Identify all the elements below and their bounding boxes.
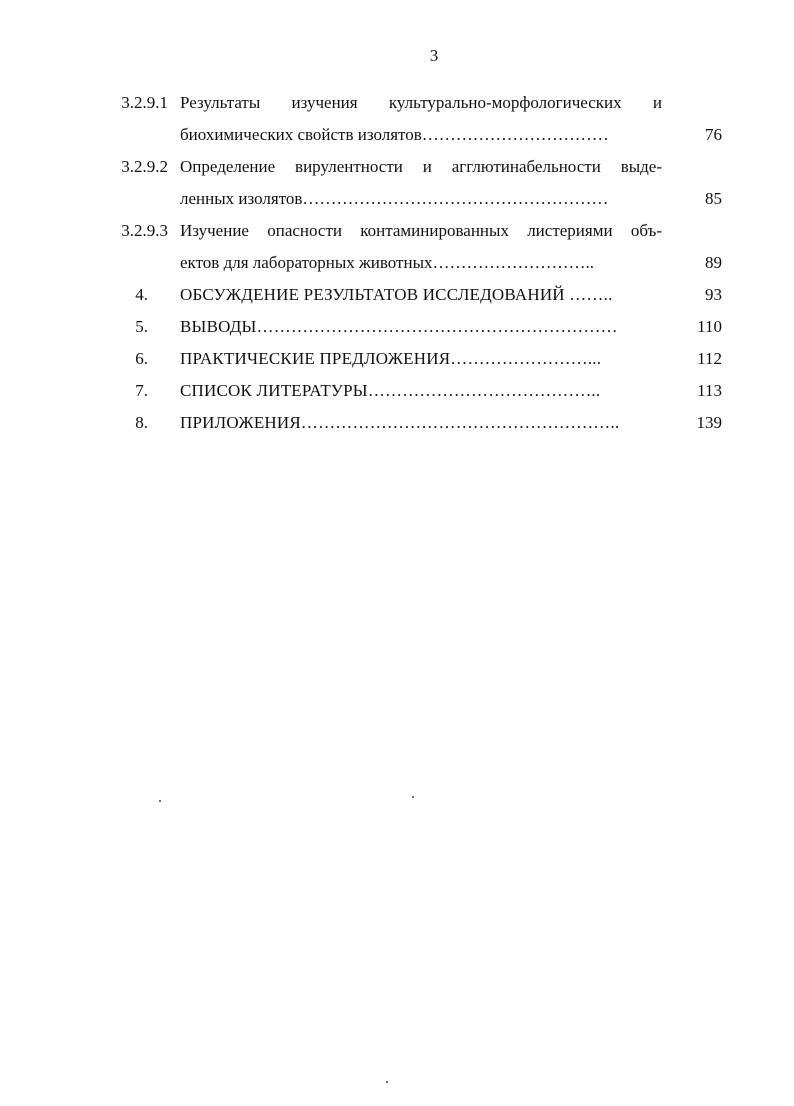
toc-entry-title-line-1: Изучение опасности контаминированных листериями объ- [180, 221, 662, 240]
toc-entry-title: ПРАКТИЧЕСКИЕ ПРЕДЛОЖЕНИЯ……………………... [180, 349, 602, 368]
table-of-contents [0, 87, 794, 439]
toc-entry-4 [0, 279, 794, 311]
scan-speck [159, 800, 161, 802]
toc-entry-line-2 [0, 119, 794, 151]
toc-entry-number: 5. [135, 317, 148, 336]
scan-speck [386, 1081, 388, 1083]
toc-entry-page: 113 [697, 381, 722, 400]
toc-entry-3-2-9-3 [0, 215, 794, 279]
toc-entry-line-1 [0, 215, 794, 247]
toc-entry-page: 89 [705, 253, 722, 272]
toc-entry-line-1 [0, 87, 794, 119]
toc-entry-line [0, 279, 794, 311]
toc-entry-title: ВЫВОДЫ……………………………………………………… [180, 317, 618, 336]
toc-entry-3-2-9-2 [0, 151, 794, 215]
toc-entry-title-line-1: Определение вирулентности и агглютинабельности выде- [180, 157, 662, 176]
toc-entry-title-line-2: ленных изолятов……………………………………………… [180, 189, 609, 208]
toc-entry-line [0, 311, 794, 343]
toc-entry-page: 76 [705, 125, 722, 144]
toc-entry-number: 3.2.9.1 [121, 93, 168, 112]
toc-entry-page: 93 [705, 285, 722, 304]
scan-speck [412, 796, 414, 798]
toc-entry-line-2 [0, 183, 794, 215]
toc-entry-number: 4. [135, 285, 148, 304]
toc-entry-line [0, 375, 794, 407]
toc-entry-page: 85 [705, 189, 722, 208]
toc-entry-title-line-2: биохимических свойств изолятов…………………………… [180, 125, 609, 144]
toc-entry-line-1 [0, 151, 794, 183]
toc-entry-number: 6. [135, 349, 148, 368]
toc-entry-3-2-9-1 [0, 87, 794, 151]
toc-entry-page: 110 [697, 317, 722, 336]
toc-entry-line-2 [0, 247, 794, 279]
toc-entry-title-line-2: ектов для лабораторных животных……………………….. [180, 253, 595, 272]
toc-entry-number: 3.2.9.2 [121, 157, 168, 176]
toc-entry-number: 8. [135, 413, 148, 432]
toc-entry-number: 3.2.9.3 [121, 221, 168, 240]
toc-entry-5 [0, 311, 794, 343]
toc-entry-number: 7. [135, 381, 148, 400]
toc-entry-page: 112 [697, 349, 722, 368]
toc-entry-page: 139 [696, 413, 722, 432]
toc-entry-title: СПИСОК ЛИТЕРАТУРЫ………………………………….. [180, 381, 601, 400]
toc-entry-8 [0, 407, 794, 439]
toc-entry-line [0, 407, 794, 439]
toc-entry-line [0, 343, 794, 375]
toc-entry-title-line-1: Результаты изучения культурально-морфологических и [180, 93, 662, 112]
toc-entry-title: ПРИЛОЖЕНИЯ……………………………………………….. [180, 413, 620, 432]
toc-entry-7 [0, 375, 794, 407]
page-number: 3 [429, 46, 439, 65]
toc-entry-6 [0, 343, 794, 375]
toc-entry-title: ОБСУЖДЕНИЕ РЕЗУЛЬТАТОВ ИССЛЕДОВАНИЙ …….. [180, 285, 613, 304]
